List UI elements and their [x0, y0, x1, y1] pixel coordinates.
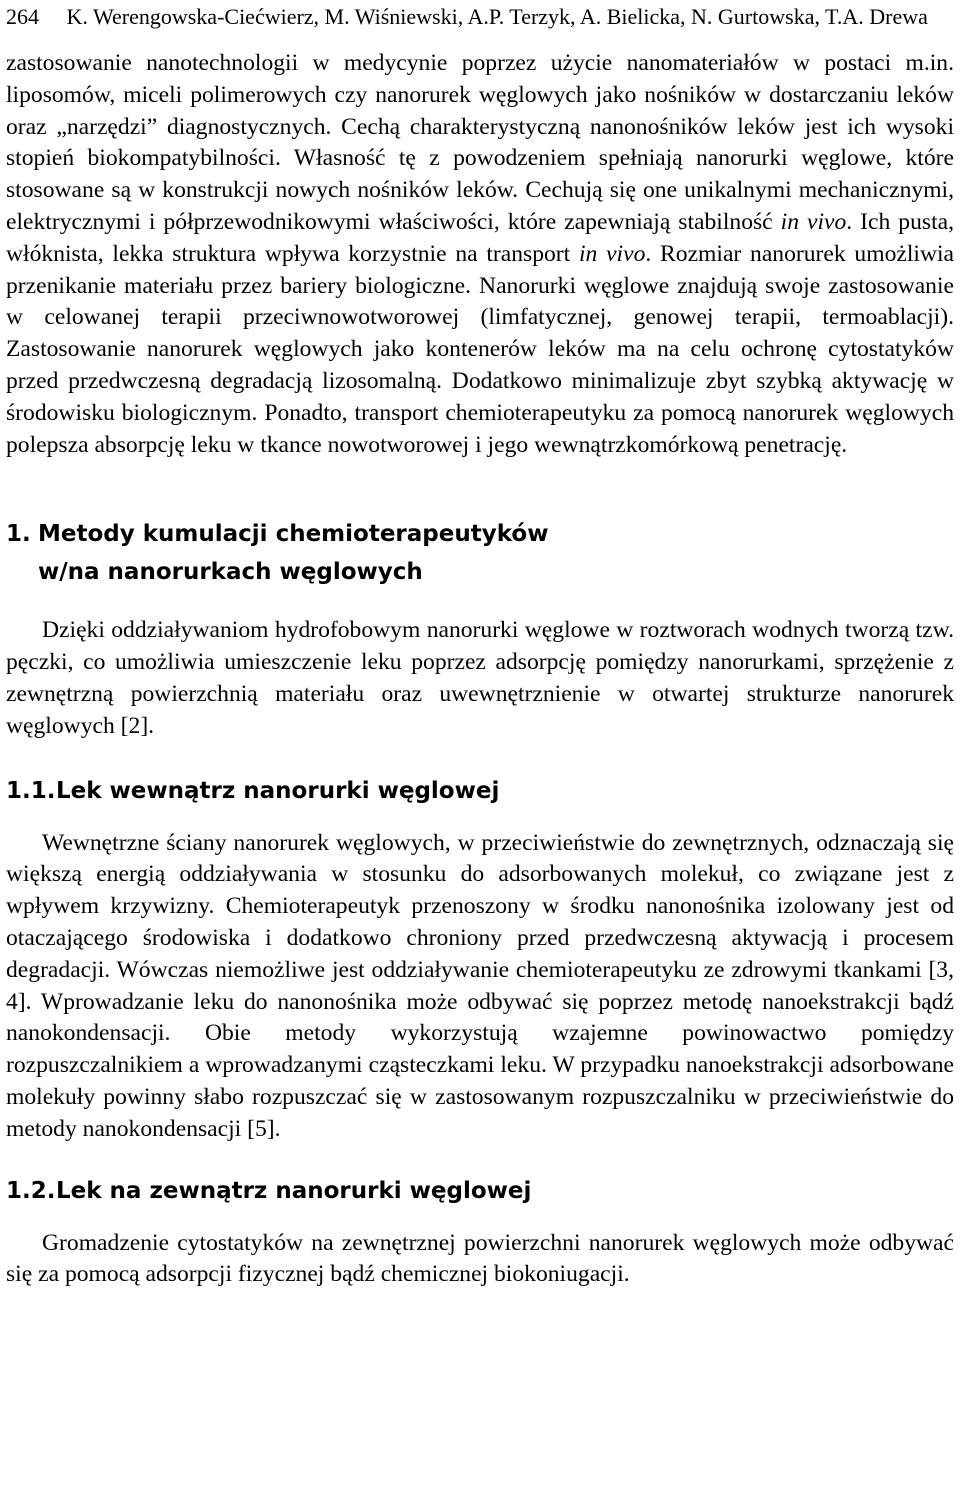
section-1-2-title: Lek na zewnątrz nanorurki węglowej [56, 1177, 532, 1204]
section-1-1-title: Lek wewnątrz nanorurki węglowej [56, 777, 500, 804]
section-1-title-line1: Metody kumulacji chemioterapeutyków [38, 521, 549, 548]
intro-text-part1: zastosowanie nanotechnologii w medycynie poprzez użycie nanomateriałów w postaci m.in. liposomów, miceli polimerowych czy nanorurek węglowych jako nośników w dostarczaniu leków oraz „narzędzi” diagnostycznych. [6, 50, 954, 140]
section-1-2-number: 1.2. [6, 1177, 56, 1204]
document-page [6, 0, 954, 1291]
section-1-heading-line1 [6, 515, 954, 553]
section-1-1-paragraph: Wewnętrzne ściany nanorurek węglowych, w przeciwieństwie do zewnętrznych, odznaczają się większą energią oddziaływania w stosunku do adsorbowanych molekuł, co związane jest z wpływem krzywizny. Chemioterapeutyk przenoszony w środku nanonośnika izolowany jest od otaczającego środowiska i dodatkowo chroniony przed przedwczesną aktywacją i procesem degradacji. Wówczas niemożliwe jest oddziaływanie chemioterapeutyku ze zdrowymi tkankami [3, 4]. Wprowadzanie leku do nanonośnika może odbywać się poprzez metodę nanoekstrakcji bądź nanokondensacji. Obie metody wykorzystują wzajemne powinowactwo pomiędzy rozpuszczalnikiem a wprowadzanymi cząsteczkami leku. W przypadku nanoekstrakcji adsorbowane molekuły powinny słabo rozpuszczać się w zastosowanym rozpuszczalniku w przeciwieństwie do metody nanokondensacji [5]. [6, 829, 954, 1142]
running-header [6, 2, 954, 38]
section-1-1-heading [6, 772, 954, 810]
section-1-heading [6, 515, 954, 591]
intro-text-part3: Cechują się one unikalnymi mechanicznymi, elektrycznymi i półprzewodnikowymi właściwości, które zapewniają stabilność [6, 177, 955, 235]
intro-italic-in-vivo-1: in vivo [780, 208, 847, 235]
intro-italic-in-vivo-2: in vivo [578, 240, 646, 267]
section-1-title-line2: w/na nanorurkach węglowych [38, 559, 423, 586]
intro-text-part2: Cechą charakterystyczną nanonośników leków jest ich wysoki stopień biokompatybilności. Własność tę z powodzeniem spełniają nanorurki węglowe, które stosowane są w konstrukcji nowych nośników leków. [6, 113, 954, 204]
page-number: 264 [6, 4, 39, 29]
section-1-2-heading [6, 1172, 954, 1210]
section-1-number: 1. [6, 521, 31, 548]
section-1-1-number: 1.1. [6, 777, 56, 804]
section-1-2-paragraph: Gromadzenie cytostatyków na zewnętrznej powierzchni nanorurek węglowych może odbywać się za pomocą adsorpcji fizycznej bądź chemicznej biokoniugacji. [6, 1229, 954, 1288]
intro-paragraph [6, 48, 954, 461]
intro-text-part4: . Ich pusta, włóknista, lekka struktura wpływa korzystnie na transport [6, 208, 954, 267]
section-1-paragraph: Dzięki oddziaływaniom hydrofobowym nanorurki węglowe w roztworach wodnych tworzą tzw. pęczki, co umożliwia umieszczenie leku poprzez adsorpcję pomiędzy nanorurkami, sprzężenie z zewnętrzną powierzchnią materiału oraz uwewnętrznienie w otwartej strukturze nanorurek węglowych [2]. [6, 617, 954, 739]
running-header-authors: K. Werengowska-Ciećwierz, M. Wiśniewski, A.P. Terzyk, A. Bielicka, N. Gurtowska, T.A. Drewa [66, 4, 928, 29]
intro-text-part5: . Rozmiar nanorurek umożliwia przenikanie materiału przez bariery biologiczne. Nanorurki węglowe znajdują swoje zastosowanie w celowanej terapii przeciwnowotworowej (limfatycznej, genowej terapii, termoablacji). Zastosowanie nanorurek węglowych jako kontenerów leków ma na celu ochronę cytostatyków przed przedwczesną degradacją lizosomalną. Dodatkowo minimalizuje zbyt szybką aktywację w środowisku biologicznym. Ponadto, transport chemioterapeutyku za pomocą nanorurek węglowych polepsza absorpcję leku w tkance nowotworowej i jego wewnątrzkomórkową penetrację. [6, 240, 955, 458]
